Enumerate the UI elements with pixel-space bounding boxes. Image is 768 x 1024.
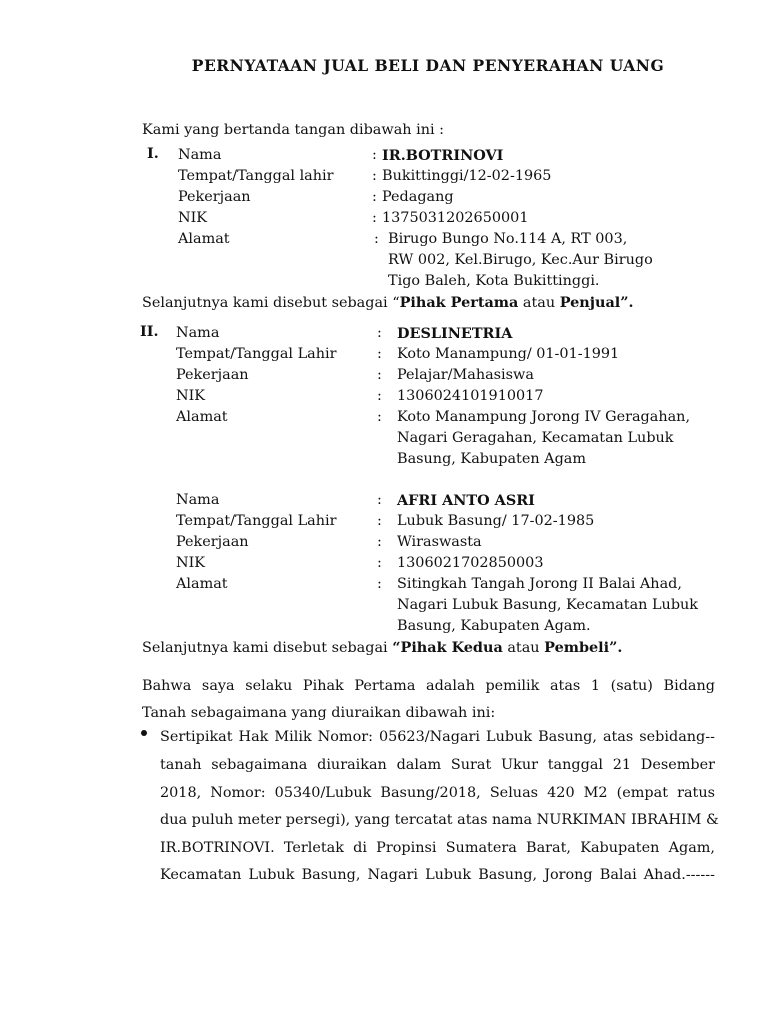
bullet-line: dua puluh meter persegi), yang tercatat atas nama NURKIMAN IBRAHIM & [160,812,719,828]
party1-nik: 1375031202650001 [382,210,529,226]
party2a-name: DESLINETRIA [397,325,513,342]
party2b-label-job: Pekerjaan [176,534,249,550]
party2a-label-address: Alamat [176,409,228,425]
closing2-term-second: Pembeli [544,639,610,656]
party2a-label-name: Nama [176,325,220,341]
party2a-colon-name: : [377,325,382,341]
party1-label-address: Alamat [178,231,230,247]
party1-colon-nik: : [372,210,377,226]
party2b-colon-name: : [377,492,382,508]
body-paragraph-line: Tanah sebagaimana yang diuraikan dibawah ini: [142,705,496,721]
party2b-label-nik: NIK [176,555,206,571]
party1-colon-birth: : [372,168,377,184]
party2a-birth: Koto Manampung/ 01-01-1991 [397,346,620,362]
closing2-mid: atau [502,640,545,656]
party2b-address-line: Nagari Lubuk Basung, Kecamatan Lubuk [397,597,699,613]
party2b-job: Wiraswasta [397,534,482,550]
closing1-close: ”. [620,294,634,311]
party2a-label-job: Pekerjaan [176,367,249,383]
party1-colon-name: : [372,147,377,163]
party2a-job: Pelajar/Mahasiswa [397,367,534,383]
party2a-colon-nik: : [377,388,382,404]
party2b-label-birth: Tempat/Tanggal Lahir [176,513,337,529]
bullet-dot [141,730,147,736]
party1-colon-job: : [372,189,377,205]
party2b-nik: 1306021702850003 [397,555,544,571]
party2-numeral: II. [140,323,159,340]
closing2-open-quote: “ [392,639,401,656]
party1-address-line: Birugo Bungo No.114 A, RT 003, [388,231,628,247]
party1-label-birth: Tempat/Tanggal lahir [178,168,334,184]
closing2-term-first: Pihak Kedua [400,639,503,656]
party2a-address-line: Basung, Kabupaten Agam [397,451,587,467]
party1-label-job: Pekerjaan [178,189,251,205]
closing2-text [142,639,622,656]
body-paragraph-line: Bahwa saya selaku Pihak Pertama adalah pemilik atas 1 (satu) Bidang [142,678,715,694]
party2a-colon-birth: : [377,346,382,362]
party2b-colon-birth: : [377,513,382,529]
closing2-pre: Selanjutnya kami disebut sebagai [142,640,393,656]
party2a-colon-address: : [377,409,382,425]
party2a-address-line: Nagari Geragahan, Kecamatan Lubuk [397,430,674,446]
party2b-label-name: Nama [176,492,220,508]
closing2-close: ”. [609,639,623,656]
party1-label-name: Nama [178,147,222,163]
party1-job: Pedagang [382,189,454,205]
party2b-birth: Lubuk Basung/ 17-02-1985 [397,513,595,529]
party2a-nik: 1306024101910017 [397,388,544,404]
party2a-label-nik: NIK [176,388,206,404]
closing1-term-second: Penjual [559,294,621,311]
party1-name: IR.BOTRINOVI [382,147,504,164]
party1-label-nik: NIK [178,210,208,226]
bullet-line: Kecamatan Lubuk Basung, Nagari Lubuk Basung, Jorong Balai Ahad.------ [160,867,715,883]
party2a-label-birth: Tempat/Tanggal Lahir [176,346,337,362]
party1-address-line: RW 002, Kel.Birugo, Kec.Aur Birugo [388,252,653,268]
party1-address-line: Tigo Baleh, Kota Bukittinggi. [388,273,600,289]
party1-colon-address: : [374,231,379,247]
bullet-line: tanah sebagaimana diuraikan dalam Surat Ukur tanggal 21 Desember [160,757,715,773]
closing1-open-quote: “ [392,295,400,311]
bullet-line: Sertipikat Hak Milik Nomor: 05623/Nagari Lubuk Basung, atas sebidang-- [160,729,715,745]
document-title: PERNYATAAN JUAL BELI DAN PENYERAHAN UANG [191,56,665,75]
party1-numeral: I. [147,145,159,162]
bullet-line: IR.BOTRINOVI. Terletak di Propinsi Sumatera Barat, Kabupaten Agam, [160,840,715,856]
party2a-colon-job: : [377,367,382,383]
party2b-label-address: Alamat [176,576,228,592]
bullet-line: 2018, Nomor: 05340/Lubuk Basung/2018, Seluas 420 M2 (empat ratus [160,785,715,801]
closing1-term-first: Pihak Pertama [399,294,519,311]
party2b-name: AFRI ANTO ASRI [397,492,535,509]
party2b-address-line: Basung, Kabupaten Agam. [397,618,591,634]
party2b-colon-address: : [377,576,382,592]
intro-text: Kami yang bertanda tangan dibawah ini : [142,122,445,138]
closing1-mid: atau [518,295,560,311]
closing1-text [142,294,634,311]
party2b-colon-nik: : [377,555,382,571]
party2b-colon-job: : [377,534,382,550]
party1-birth: Bukittinggi/12-02-1965 [382,168,552,184]
closing1-pre: Selanjutnya kami disebut sebagai [142,295,393,311]
party2a-address-line: Koto Manampung Jorong IV Geragahan, [397,409,691,425]
party2b-address-line: Sitingkah Tangah Jorong II Balai Ahad, [397,576,682,592]
